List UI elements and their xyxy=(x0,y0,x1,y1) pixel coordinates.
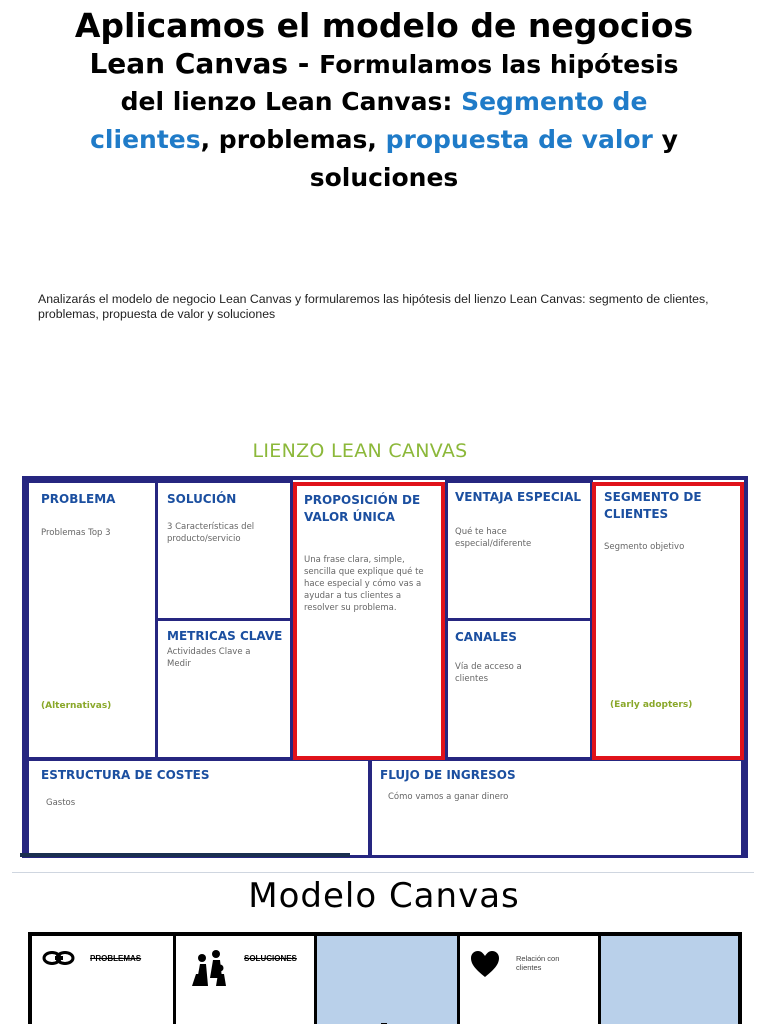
title-line-1: Aplicamos el modelo de negocios xyxy=(74,6,694,45)
problema-alternativas: (Alternativas) xyxy=(41,701,112,711)
title-line-3a: del lienzo Lean Canvas: xyxy=(120,87,462,116)
cell-ventaja-especial xyxy=(445,480,593,621)
ingresos-desc: Cómo vamos a ganar dinero xyxy=(388,792,509,802)
metricas-desc: Actividades Clave a Medir xyxy=(167,647,251,669)
cell-canales xyxy=(445,618,593,760)
canales-desc: Vía de acceso a clientes xyxy=(455,662,522,684)
ventaja-desc: Qué te hace especial/diferente xyxy=(455,527,532,549)
solucion-heading: SOLUCIÓN xyxy=(167,492,237,506)
cell-solucion xyxy=(155,480,293,621)
title-line-2-small: Formulamos las hipótesis xyxy=(319,50,679,79)
title-line-2-big: Lean Canvas - xyxy=(89,47,320,80)
mc-cell-propuesta xyxy=(317,936,457,1024)
mc-cell-problemas xyxy=(32,936,173,1024)
cell-segmento-clientes xyxy=(592,482,744,760)
metricas-heading: METRICAS CLAVE xyxy=(167,629,283,643)
problema-heading: PROBLEMA xyxy=(41,492,116,506)
cell-propuesta-valor xyxy=(293,482,445,760)
people-icon xyxy=(190,948,232,992)
mc-cell-relacion-clientes xyxy=(460,936,598,1024)
title-line-5: soluciones xyxy=(309,163,459,192)
modelo-canvas-title: Modelo Canvas xyxy=(248,876,520,916)
mc-cell-segmento xyxy=(601,936,738,1024)
costes-desc: Gastos xyxy=(46,798,76,808)
description-text: Analizarás el modelo de negocio Lean Canvas y formularemos las hipótesis del lienzo Lean Canvas: segmento de clientes, problemas, propuesta de valor y soluciones xyxy=(38,292,709,321)
lean-canvas-board xyxy=(22,476,748,858)
heart-icon xyxy=(470,950,500,982)
mc-cell-soluciones xyxy=(176,936,314,1024)
modelo-canvas-board xyxy=(28,932,742,1024)
title-line-4d: y xyxy=(652,125,678,154)
mc-soluciones-label: SOLUCIONES xyxy=(244,954,297,963)
costes-heading: ESTRUCTURA DE COSTES xyxy=(41,768,210,782)
lean-canvas-title: LIENZO LEAN CANVAS xyxy=(252,440,468,462)
mc-relacion-label: Relación con clientes xyxy=(516,954,560,972)
section-divider xyxy=(12,872,754,873)
mc-problemas-label: PROBLEMAS xyxy=(90,954,142,963)
solucion-desc: 3 Características del producto/servicio xyxy=(167,522,255,544)
title-highlight-propuesta: propuesta de valor xyxy=(385,125,653,154)
ventaja-heading: VENTAJA ESPECIAL xyxy=(455,490,582,504)
segmento-early-adopters: (Early adopters) xyxy=(610,700,693,710)
page-title xyxy=(0,6,768,197)
title-line-4b: , problemas, xyxy=(200,125,386,154)
propuesta-heading: PROPOSICIÓN DE VALOR ÚNICA xyxy=(304,493,421,524)
cell-problema xyxy=(26,480,158,760)
segmento-heading: SEGMENTO DE CLIENTES xyxy=(604,490,702,521)
canales-heading: CANALES xyxy=(455,630,517,644)
problema-desc: Problemas Top 3 xyxy=(41,528,111,538)
segmento-desc: Segmento objetivo xyxy=(604,542,685,552)
handshake-icon xyxy=(42,950,76,970)
cell-estructura-costes xyxy=(26,758,371,858)
cell-metricas-clave xyxy=(155,618,293,760)
propuesta-desc: Una frase clara, simple, sencilla que explique qué te hace especial y cómo vas a ayudar a tus clientes a resolver su problema. xyxy=(304,555,424,613)
title-highlight-segmento: Segmento de xyxy=(461,87,648,116)
canvas-base-shadow xyxy=(20,853,350,857)
cell-flujo-ingresos xyxy=(369,758,744,858)
ingresos-heading: FLUJO DE INGRESOS xyxy=(380,768,516,782)
propuesta-icon xyxy=(367,1018,407,1024)
title-highlight-clientes: clientes xyxy=(90,125,201,154)
